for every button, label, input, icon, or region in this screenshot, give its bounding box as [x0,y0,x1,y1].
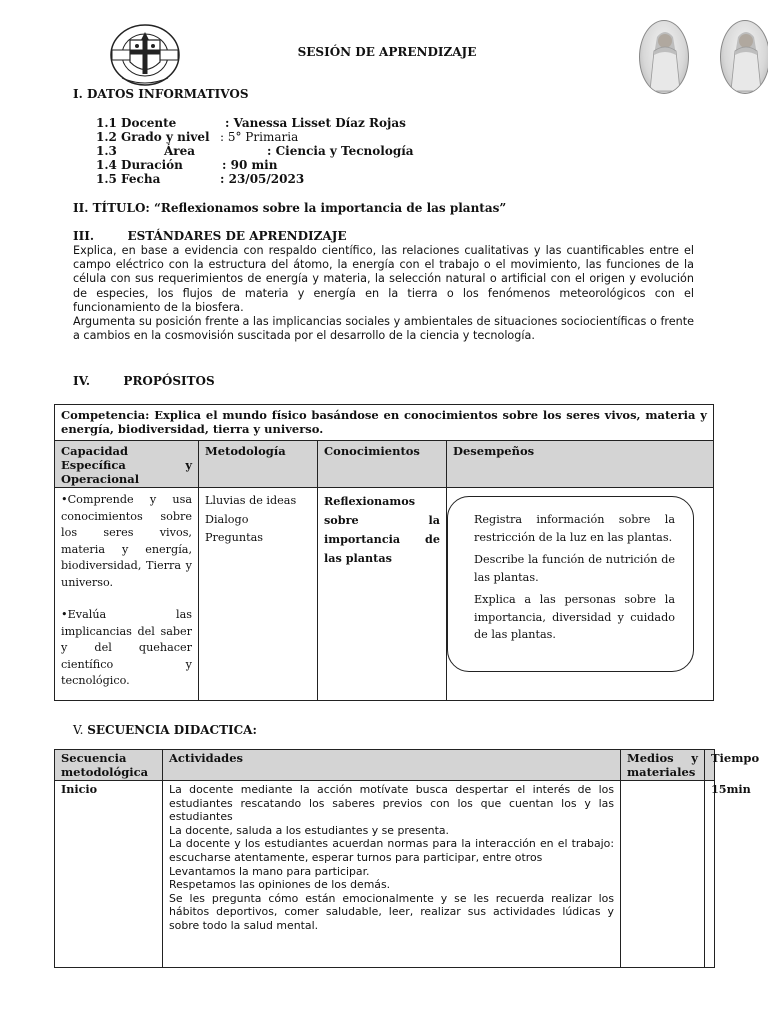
desempeno-item: Registra información sobre la restricción de la luz en las plantas. [474,513,675,544]
capacidad-cell [55,488,199,700]
info-key-area: Área [164,144,196,158]
header-metodologia: Metodología [199,441,318,487]
section-titulo-heading: II. TÍTULO: “Reflexionamos sobre la importancia de las plantas” [73,201,507,215]
info-row-duracion [96,158,278,172]
section-number: V. [73,723,88,737]
section-datos-informativos-heading: I. DATOS INFORMATIVOS [73,87,249,101]
actividades-cell [163,781,621,967]
secuencia-table [54,749,760,968]
estandares-text [73,244,694,343]
info-key: 1.4 Duración [96,158,183,172]
conocimientos-cell: Reflexionamos sobre la importancia de las plantas [318,488,447,700]
tiempo-cell: 15min [711,782,751,796]
secuencia-cell: Inicio [55,781,163,967]
actividad-line: Respetamos las opiniones de los demás. [169,878,391,892]
actividad-line: La docente, saluda a los estudiantes y se presenta. [169,823,449,837]
capacidad-item: •Evalúa las implicancias del saber y del quehacer científico y tecnológico. [61,608,192,687]
header-medios: Medios y materiales [621,750,705,780]
estandar-paragraph: Argumenta su posición frente a las implicancias sociales y ambientales de situaciones sociocientíficas o frente a cambios en la cosmovisión suscitada por el desarrollo de la ciencia y tecnología. [73,315,694,343]
section-estandares-heading: III. ESTÁNDARES DE APRENDIZAJE [73,229,347,243]
metodologia-item: Preguntas [205,531,263,544]
metodologia-item: Dialogo [205,512,249,526]
metodologia-cell [199,488,318,700]
section-secuencia-heading [73,723,257,737]
actividad-line: La docente mediante la acción motívate busca despertar el interés de los estudiantes rescatando los saberes previos con los que cuentan los y las estudiantes [169,783,614,824]
desempeno-item: Explica a las personas sobre la importancia, diversidad y cuidado de las plantas. [474,593,675,641]
info-value: : Vanessa Lisset Díaz Rojas [225,116,406,130]
actividad-line: Se les pregunta cómo están emocionalmente y se les recuerda realizar los hábitos deportivos, comer saludable, leer, realizar sus actividades lúdicas y sobre todo la salud mental. [169,891,614,932]
info-key: 1.3 [96,144,117,158]
header-secuencia: Secuencia metodológica [55,750,163,780]
virgin-mary-image [639,20,689,94]
desempeno-item: Describe la función de nutrición de las plantas. [474,553,675,584]
info-row-docente [96,116,406,130]
section-propositos-heading: IV. PROPÓSITOS [73,374,215,388]
desempenos-box [447,496,694,672]
estandar-paragraph: Explica, en base a evidencia con respaldo científico, las relaciones cualitativas y las cuantificables entre el campo eléctrico con la estructura del átomo, la energía con el trabajo o el movimiento, las funciones de la célula con sus requerimientos de energía y materia, la selección natural o artificial con el origen y evolución de especies, los flujos de materia y energía en la tierra o los fenómenos meteorológicos con el funcionamiento de la biosfera. [73,244,694,314]
header-capacidad: Capacidad Específica y Operacional [55,441,199,487]
actividad-line: La docente y los estudiantes acuerdan normas para la interacción en el trabajo: escucharse atentamente, esperar turnos para participar, entre otros [169,837,614,864]
header-desempenos: Desempeños [453,444,535,458]
info-row-area [96,144,414,158]
header-conocimientos: Conocimientos [318,441,447,487]
info-value: : 90 min [222,158,278,172]
competencia-cell: Competencia: Explica el mundo físico basándose en conocimientos sobre los seres vivos, materia y energía, biodiversidad, tierra y universo. [55,405,713,441]
metodologia-item: Lluvias de ideas [205,494,297,507]
header-actividades: Actividades [163,750,621,780]
info-value: : Ciencia y Tecnología [267,144,414,158]
info-key: 1.2 Grado y nivel [96,130,210,144]
info-value: : 23/05/2023 [220,172,305,186]
virgin-mary-image [720,20,768,94]
table-header-row [55,750,760,781]
document-title: SESIÓN DE APRENDIZAJE [297,45,477,59]
info-row-grado [96,130,299,144]
info-value: : 5° Primaria [220,130,299,144]
info-row-fecha [96,172,305,186]
actividad-line: Levantamos la mano para participar. [169,864,370,878]
capacidad-item: •Comprende y usa conocimientos sobre los seres vivos, materia y energía, biodiversidad, Tierra y universo. [61,493,192,589]
info-key: 1.1 Docente [96,116,177,130]
info-key: 1.5 Fecha [96,172,161,186]
medios-cell [621,781,705,967]
section-title: SECUENCIA DIDACTICA: [87,723,257,737]
table-header-row [55,441,713,488]
header-tiempo: Tiempo [711,751,760,765]
